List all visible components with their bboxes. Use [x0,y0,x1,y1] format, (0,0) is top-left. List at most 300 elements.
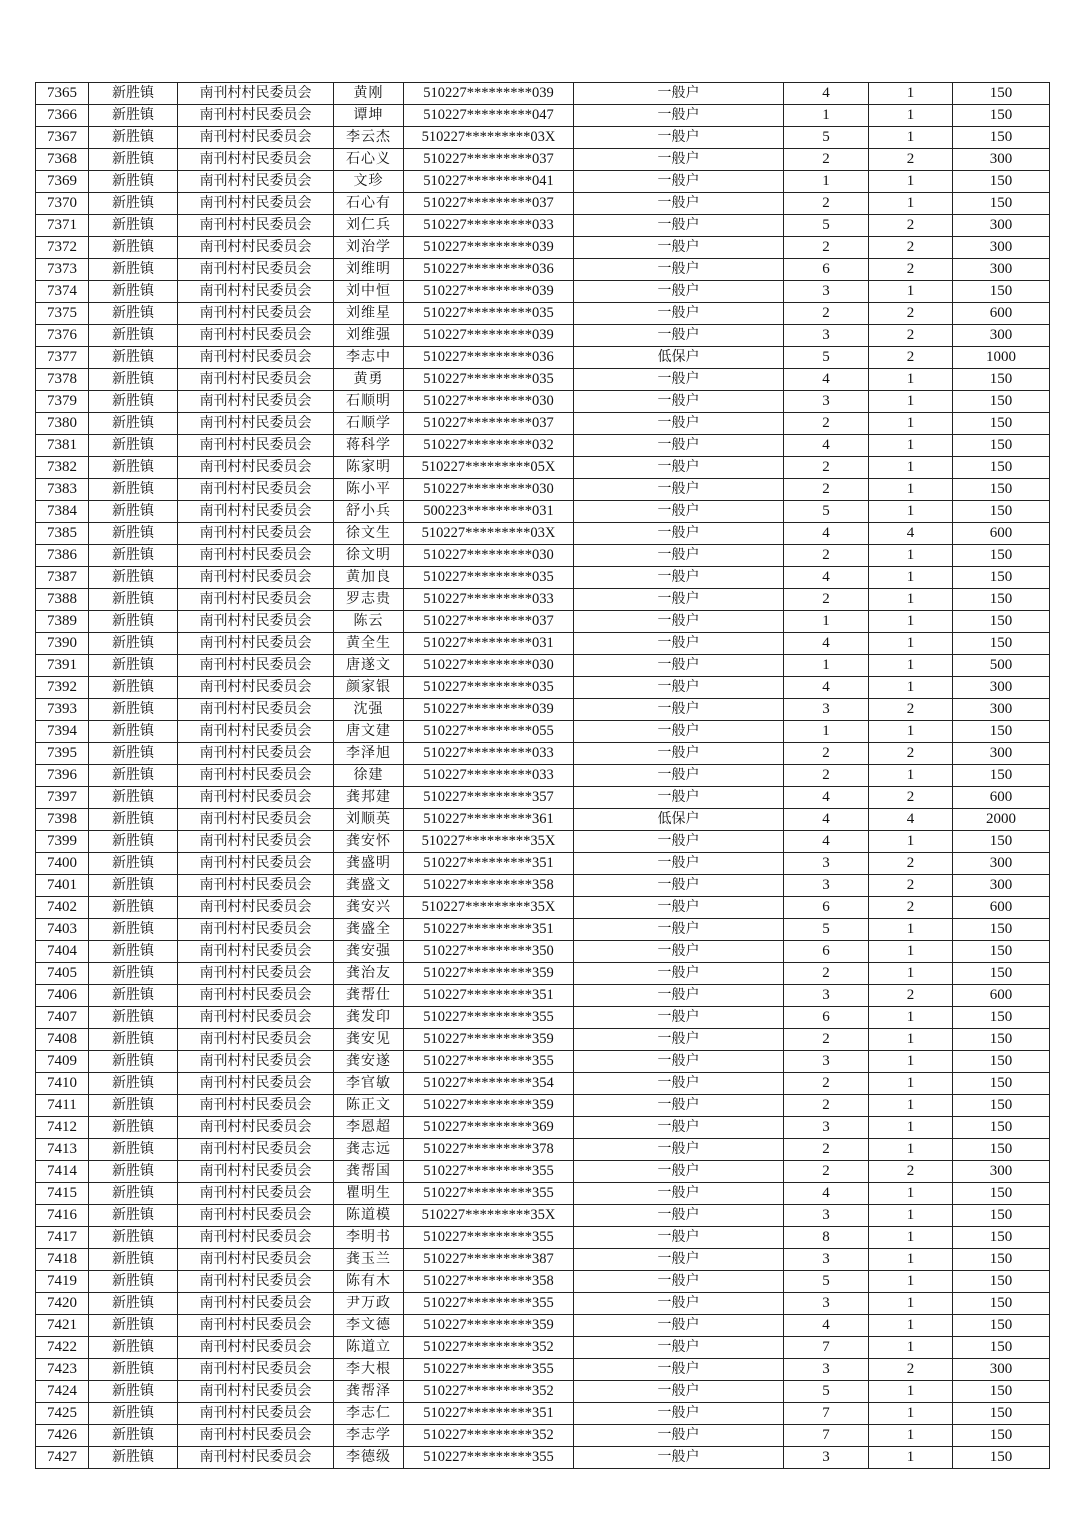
amount-cell: 150 [953,589,1050,611]
name-cell: 李官敏 [334,1073,404,1095]
household-type-cell: 一般户 [574,127,784,149]
id-number-cell: 510227*********032 [404,435,574,457]
id-number-cell: 510227*********378 [404,1139,574,1161]
count-cell: 1 [869,1425,953,1447]
household-size-cell: 2 [784,457,869,479]
count-cell: 2 [869,215,953,237]
count-cell: 2 [869,743,953,765]
committee-cell: 南刊村村民委员会 [178,1095,334,1117]
count-cell: 2 [869,875,953,897]
table-row [36,1205,1050,1227]
town-cell: 新胜镇 [89,501,178,523]
household-size-cell: 4 [784,787,869,809]
table-row [36,1227,1050,1249]
household-size-cell: 2 [784,765,869,787]
committee-cell: 南刊村村民委员会 [178,501,334,523]
name-cell: 龚安强 [334,941,404,963]
table-row [36,347,1050,369]
household-type-cell: 一般户 [574,853,784,875]
table-row [36,765,1050,787]
count-cell: 1 [869,963,953,985]
household-type-cell: 一般户 [574,1029,784,1051]
household-size-cell: 2 [784,963,869,985]
name-cell: 龚帮泽 [334,1381,404,1403]
serial-cell: 7425 [36,1403,89,1425]
serial-cell: 7392 [36,677,89,699]
household-type-cell: 一般户 [574,1293,784,1315]
household-type-cell: 一般户 [574,193,784,215]
name-cell: 石顺明 [334,391,404,413]
household-type-cell: 低保户 [574,809,784,831]
household-type-cell: 一般户 [574,1359,784,1381]
household-type-cell: 一般户 [574,1271,784,1293]
name-cell: 龚玉兰 [334,1249,404,1271]
committee-cell: 南刊村村民委员会 [178,765,334,787]
household-size-cell: 4 [784,567,869,589]
serial-cell: 7397 [36,787,89,809]
household-size-cell: 1 [784,171,869,193]
amount-cell: 150 [953,435,1050,457]
table-row [36,589,1050,611]
name-cell: 李云杰 [334,127,404,149]
household-type-cell: 一般户 [574,523,784,545]
town-cell: 新胜镇 [89,963,178,985]
household-type-cell: 一般户 [574,1117,784,1139]
amount-cell: 150 [953,831,1050,853]
household-type-cell: 一般户 [574,633,784,655]
committee-cell: 南刊村村民委员会 [178,1381,334,1403]
id-number-cell: 510227*********355 [404,1161,574,1183]
household-type-cell: 一般户 [574,699,784,721]
table-row [36,1359,1050,1381]
committee-cell: 南刊村村民委员会 [178,897,334,919]
count-cell: 2 [869,347,953,369]
town-cell: 新胜镇 [89,1227,178,1249]
name-cell: 刘中恒 [334,281,404,303]
serial-cell: 7424 [36,1381,89,1403]
name-cell: 龚帮国 [334,1161,404,1183]
table-row [36,303,1050,325]
committee-cell: 南刊村村民委员会 [178,193,334,215]
id-number-cell: 510227*********359 [404,1315,574,1337]
committee-cell: 南刊村村民委员会 [178,919,334,941]
household-type-cell: 一般户 [574,325,784,347]
id-number-cell: 510227*********035 [404,369,574,391]
household-type-cell: 一般户 [574,1183,784,1205]
serial-cell: 7395 [36,743,89,765]
amount-cell: 150 [953,369,1050,391]
table-row [36,545,1050,567]
count-cell: 1 [869,611,953,633]
amount-cell: 150 [953,193,1050,215]
town-cell: 新胜镇 [89,545,178,567]
household-size-cell: 4 [784,369,869,391]
table-row [36,171,1050,193]
town-cell: 新胜镇 [89,655,178,677]
name-cell: 刘维星 [334,303,404,325]
table-row [36,1051,1050,1073]
household-type-cell: 一般户 [574,941,784,963]
name-cell: 龚邦建 [334,787,404,809]
name-cell: 李恩超 [334,1117,404,1139]
id-number-cell: 510227*********355 [404,1293,574,1315]
committee-cell: 南刊村村民委员会 [178,105,334,127]
household-size-cell: 2 [784,413,869,435]
document-page [35,82,1050,1469]
household-type-cell: 一般户 [574,215,784,237]
amount-cell: 150 [953,127,1050,149]
household-type-cell: 一般户 [574,369,784,391]
count-cell: 2 [869,897,953,919]
id-number-cell: 510227*********037 [404,413,574,435]
name-cell: 龚盛文 [334,875,404,897]
name-cell: 龚安兴 [334,897,404,919]
household-size-cell: 4 [784,831,869,853]
id-number-cell: 510227*********035 [404,567,574,589]
household-size-cell: 2 [784,193,869,215]
table-row [36,1095,1050,1117]
serial-cell: 7372 [36,237,89,259]
committee-cell: 南刊村村民委员会 [178,1227,334,1249]
town-cell: 新胜镇 [89,523,178,545]
amount-cell: 150 [953,1425,1050,1447]
count-cell: 1 [869,369,953,391]
count-cell: 1 [869,1381,953,1403]
serial-cell: 7402 [36,897,89,919]
household-type-cell: 一般户 [574,281,784,303]
id-number-cell: 510227*********355 [404,1359,574,1381]
count-cell: 1 [869,1117,953,1139]
table-body [36,83,1050,1469]
count-cell: 1 [869,171,953,193]
committee-cell: 南刊村村民委员会 [178,215,334,237]
committee-cell: 南刊村村民委员会 [178,171,334,193]
serial-cell: 7381 [36,435,89,457]
amount-cell: 150 [953,105,1050,127]
table-row [36,853,1050,875]
amount-cell: 150 [953,1139,1050,1161]
name-cell: 陈云 [334,611,404,633]
table-row [36,1161,1050,1183]
id-number-cell: 510227*********030 [404,479,574,501]
count-cell: 1 [869,1315,953,1337]
id-number-cell: 510227*********387 [404,1249,574,1271]
count-cell: 1 [869,479,953,501]
id-number-cell: 510227*********039 [404,237,574,259]
committee-cell: 南刊村村民委员会 [178,413,334,435]
count-cell: 1 [869,1337,953,1359]
household-type-cell: 一般户 [574,1007,784,1029]
town-cell: 新胜镇 [89,1007,178,1029]
table-row [36,435,1050,457]
household-type-cell: 一般户 [574,457,784,479]
name-cell: 龚安遂 [334,1051,404,1073]
committee-cell: 南刊村村民委员会 [178,875,334,897]
serial-cell: 7398 [36,809,89,831]
serial-cell: 7391 [36,655,89,677]
amount-cell: 300 [953,149,1050,171]
id-number-cell: 510227*********055 [404,721,574,743]
committee-cell: 南刊村村民委员会 [178,1293,334,1315]
serial-cell: 7380 [36,413,89,435]
committee-cell: 南刊村村民委员会 [178,809,334,831]
id-number-cell: 510227*********031 [404,633,574,655]
town-cell: 新胜镇 [89,435,178,457]
household-size-cell: 4 [784,677,869,699]
town-cell: 新胜镇 [89,413,178,435]
household-type-cell: 一般户 [574,105,784,127]
town-cell: 新胜镇 [89,347,178,369]
subsidy-table [35,82,1050,1469]
count-cell: 1 [869,831,953,853]
amount-cell: 150 [953,941,1050,963]
id-number-cell: 510227*********033 [404,589,574,611]
count-cell: 1 [869,1403,953,1425]
household-type-cell: 一般户 [574,237,784,259]
id-number-cell: 510227*********039 [404,699,574,721]
amount-cell: 150 [953,611,1050,633]
amount-cell: 600 [953,985,1050,1007]
table-row [36,1403,1050,1425]
town-cell: 新胜镇 [89,853,178,875]
id-number-cell: 510227*********358 [404,1271,574,1293]
serial-cell: 7420 [36,1293,89,1315]
household-type-cell: 一般户 [574,655,784,677]
id-number-cell: 510227*********039 [404,325,574,347]
committee-cell: 南刊村村民委员会 [178,1447,334,1469]
committee-cell: 南刊村村民委员会 [178,1139,334,1161]
household-size-cell: 6 [784,259,869,281]
serial-cell: 7413 [36,1139,89,1161]
town-cell: 新胜镇 [89,325,178,347]
amount-cell: 300 [953,237,1050,259]
table-row [36,1029,1050,1051]
table-row [36,501,1050,523]
committee-cell: 南刊村村民委员会 [178,545,334,567]
table-row [36,941,1050,963]
household-size-cell: 3 [784,391,869,413]
town-cell: 新胜镇 [89,1139,178,1161]
table-row [36,1271,1050,1293]
household-size-cell: 7 [784,1425,869,1447]
count-cell: 1 [869,1205,953,1227]
table-row [36,1425,1050,1447]
count-cell: 1 [869,633,953,655]
id-number-cell: 510227*********033 [404,215,574,237]
id-number-cell: 510227*********030 [404,391,574,413]
town-cell: 新胜镇 [89,1403,178,1425]
town-cell: 新胜镇 [89,897,178,919]
committee-cell: 南刊村村民委员会 [178,149,334,171]
serial-cell: 7383 [36,479,89,501]
town-cell: 新胜镇 [89,919,178,941]
amount-cell: 300 [953,1161,1050,1183]
household-size-cell: 3 [784,1249,869,1271]
serial-cell: 7405 [36,963,89,985]
town-cell: 新胜镇 [89,237,178,259]
name-cell: 陈道模 [334,1205,404,1227]
name-cell: 陈道立 [334,1337,404,1359]
household-size-cell: 4 [784,633,869,655]
table-row [36,1381,1050,1403]
household-type-cell: 一般户 [574,303,784,325]
id-number-cell: 510227*********039 [404,281,574,303]
amount-cell: 150 [953,391,1050,413]
amount-cell: 150 [953,567,1050,589]
serial-cell: 7382 [36,457,89,479]
table-row [36,457,1050,479]
id-number-cell: 510227*********35X [404,831,574,853]
committee-cell: 南刊村村民委员会 [178,1425,334,1447]
serial-cell: 7366 [36,105,89,127]
id-number-cell: 510227*********037 [404,193,574,215]
name-cell: 尹万政 [334,1293,404,1315]
serial-cell: 7378 [36,369,89,391]
household-size-cell: 5 [784,919,869,941]
household-size-cell: 3 [784,325,869,347]
table-row [36,523,1050,545]
id-number-cell: 510227*********03X [404,127,574,149]
amount-cell: 150 [953,281,1050,303]
serial-cell: 7399 [36,831,89,853]
household-type-cell: 一般户 [574,1227,784,1249]
amount-cell: 300 [953,875,1050,897]
serial-cell: 7414 [36,1161,89,1183]
committee-cell: 南刊村村民委员会 [178,1271,334,1293]
town-cell: 新胜镇 [89,1161,178,1183]
table-row [36,831,1050,853]
name-cell: 陈有木 [334,1271,404,1293]
table-row [36,1139,1050,1161]
amount-cell: 150 [953,919,1050,941]
serial-cell: 7411 [36,1095,89,1117]
count-cell: 1 [869,941,953,963]
town-cell: 新胜镇 [89,1073,178,1095]
table-row [36,1073,1050,1095]
serial-cell: 7421 [36,1315,89,1337]
table-row [36,149,1050,171]
count-cell: 1 [869,589,953,611]
committee-cell: 南刊村村民委员会 [178,1051,334,1073]
serial-cell: 7426 [36,1425,89,1447]
town-cell: 新胜镇 [89,259,178,281]
town-cell: 新胜镇 [89,105,178,127]
household-size-cell: 2 [784,1095,869,1117]
household-type-cell: 一般户 [574,897,784,919]
amount-cell: 300 [953,743,1050,765]
town-cell: 新胜镇 [89,1293,178,1315]
committee-cell: 南刊村村民委员会 [178,655,334,677]
amount-cell: 600 [953,303,1050,325]
serial-cell: 7365 [36,83,89,105]
count-cell: 2 [869,149,953,171]
household-size-cell: 3 [784,281,869,303]
name-cell: 黄全生 [334,633,404,655]
town-cell: 新胜镇 [89,985,178,1007]
town-cell: 新胜镇 [89,479,178,501]
household-type-cell: 一般户 [574,1139,784,1161]
name-cell: 李明书 [334,1227,404,1249]
name-cell: 颜家银 [334,677,404,699]
name-cell: 陈小平 [334,479,404,501]
committee-cell: 南刊村村民委员会 [178,831,334,853]
amount-cell: 150 [953,1227,1050,1249]
amount-cell: 150 [953,1403,1050,1425]
household-size-cell: 3 [784,1051,869,1073]
committee-cell: 南刊村村民委员会 [178,1117,334,1139]
name-cell: 石心义 [334,149,404,171]
amount-cell: 150 [953,633,1050,655]
committee-cell: 南刊村村民委员会 [178,963,334,985]
town-cell: 新胜镇 [89,875,178,897]
amount-cell: 150 [953,457,1050,479]
serial-cell: 7371 [36,215,89,237]
serial-cell: 7427 [36,1447,89,1469]
town-cell: 新胜镇 [89,171,178,193]
household-type-cell: 一般户 [574,545,784,567]
id-number-cell: 510227*********037 [404,149,574,171]
committee-cell: 南刊村村民委员会 [178,1337,334,1359]
town-cell: 新胜镇 [89,127,178,149]
id-number-cell: 510227*********352 [404,1381,574,1403]
name-cell: 李大根 [334,1359,404,1381]
committee-cell: 南刊村村民委员会 [178,303,334,325]
amount-cell: 300 [953,259,1050,281]
committee-cell: 南刊村村民委员会 [178,1403,334,1425]
count-cell: 1 [869,1183,953,1205]
household-size-cell: 3 [784,699,869,721]
name-cell: 唐文建 [334,721,404,743]
household-type-cell: 一般户 [574,787,784,809]
count-cell: 2 [869,325,953,347]
id-number-cell: 510227*********047 [404,105,574,127]
town-cell: 新胜镇 [89,1117,178,1139]
committee-cell: 南刊村村民委员会 [178,677,334,699]
committee-cell: 南刊村村民委员会 [178,259,334,281]
household-size-cell: 3 [784,985,869,1007]
serial-cell: 7401 [36,875,89,897]
household-type-cell: 一般户 [574,1425,784,1447]
household-size-cell: 2 [784,589,869,611]
table-row [36,677,1050,699]
id-number-cell: 510227*********359 [404,963,574,985]
count-cell: 1 [869,435,953,457]
household-size-cell: 2 [784,237,869,259]
household-type-cell: 一般户 [574,83,784,105]
name-cell: 龚志远 [334,1139,404,1161]
serial-cell: 7386 [36,545,89,567]
household-size-cell: 2 [784,743,869,765]
town-cell: 新胜镇 [89,1051,178,1073]
serial-cell: 7410 [36,1073,89,1095]
name-cell: 李志中 [334,347,404,369]
amount-cell: 150 [953,1051,1050,1073]
name-cell: 徐建 [334,765,404,787]
household-size-cell: 1 [784,611,869,633]
name-cell: 徐文明 [334,545,404,567]
serial-cell: 7393 [36,699,89,721]
name-cell: 龚发印 [334,1007,404,1029]
town-cell: 新胜镇 [89,765,178,787]
household-size-cell: 4 [784,523,869,545]
amount-cell: 300 [953,677,1050,699]
count-cell: 1 [869,567,953,589]
household-type-cell: 一般户 [574,1249,784,1271]
count-cell: 1 [869,127,953,149]
household-type-cell: 一般户 [574,391,784,413]
household-size-cell: 3 [784,1359,869,1381]
serial-cell: 7388 [36,589,89,611]
